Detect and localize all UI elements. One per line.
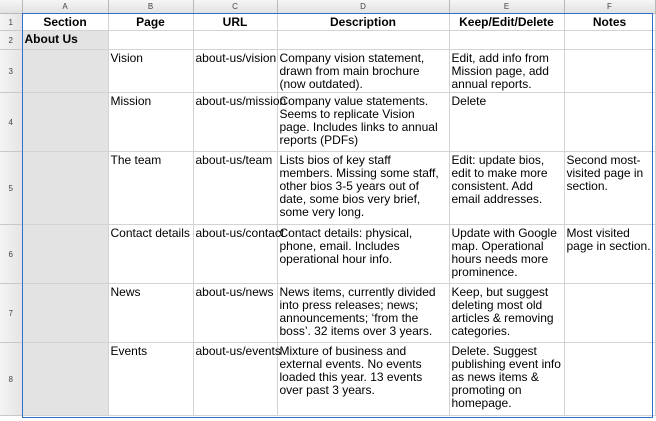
page-cell[interactable]: The team bbox=[108, 152, 193, 225]
header-cell-section[interactable]: Section bbox=[22, 14, 108, 31]
table-row bbox=[0, 152, 655, 225]
column-header-d[interactable]: D bbox=[277, 0, 449, 14]
header-cell-notes[interactable]: Notes bbox=[564, 14, 655, 31]
row-header[interactable]: 2 bbox=[0, 31, 22, 50]
empty-cell[interactable] bbox=[277, 31, 449, 50]
url-cell[interactable]: about-us/events bbox=[193, 343, 277, 416]
table-row bbox=[0, 14, 655, 31]
empty-cell[interactable] bbox=[449, 31, 564, 50]
keep-edit-delete-cell[interactable]: Keep, but suggest deleting most old articles & removing categories. bbox=[449, 284, 564, 343]
row-header[interactable]: 5 bbox=[0, 152, 22, 225]
empty-cell[interactable] bbox=[193, 31, 277, 50]
page-cell[interactable]: Events bbox=[108, 343, 193, 416]
url-cell[interactable]: about-us/mission bbox=[193, 93, 277, 152]
keep-edit-delete-cell[interactable]: Update with Google map. Operational hours needs more prominence. bbox=[449, 225, 564, 284]
notes-cell[interactable]: Second most-visited page in section. bbox=[564, 152, 655, 225]
column-header-row bbox=[0, 0, 655, 14]
column-header-b[interactable]: B bbox=[108, 0, 193, 14]
select-all-corner[interactable] bbox=[0, 0, 22, 14]
page-cell[interactable]: Vision bbox=[108, 50, 193, 93]
description-cell[interactable]: Mixture of business and external events. No events loaded this year. 13 events over past 3 years. bbox=[277, 343, 449, 416]
row-header[interactable]: 7 bbox=[0, 284, 22, 343]
section-cell[interactable] bbox=[22, 152, 108, 225]
column-header-a[interactable]: A bbox=[22, 0, 108, 14]
url-cell[interactable]: about-us/team bbox=[193, 152, 277, 225]
page-cell[interactable]: Mission bbox=[108, 93, 193, 152]
table-row bbox=[0, 225, 655, 284]
section-cell[interactable] bbox=[22, 343, 108, 416]
section-cell[interactable] bbox=[22, 93, 108, 152]
notes-cell[interactable] bbox=[564, 343, 655, 416]
row-header[interactable]: 6 bbox=[0, 225, 22, 284]
description-cell[interactable]: Lists bios of key staff members. Missing some staff, other bios 3-5 years out of date, some bios very brief, some very long. bbox=[277, 152, 449, 225]
page-cell[interactable]: News bbox=[108, 284, 193, 343]
notes-cell[interactable] bbox=[564, 50, 655, 93]
keep-edit-delete-cell[interactable]: Delete bbox=[449, 93, 564, 152]
column-header-c[interactable]: C bbox=[193, 0, 277, 14]
table-row bbox=[0, 50, 655, 93]
table-row bbox=[0, 343, 655, 416]
empty-cell[interactable] bbox=[108, 31, 193, 50]
header-cell-keep[interactable]: Keep/Edit/Delete bbox=[449, 14, 564, 31]
column-header-e[interactable]: E bbox=[449, 0, 564, 14]
description-cell[interactable]: Company vision statement, drawn from main brochure (now outdated). bbox=[277, 50, 449, 93]
section-cell[interactable] bbox=[22, 284, 108, 343]
section-cell[interactable] bbox=[22, 50, 108, 93]
description-cell[interactable]: News items, currently divided into press releases; news; announcements; ‘from the boss’. 32 items over 3 years. bbox=[277, 284, 449, 343]
keep-edit-delete-cell[interactable]: Delete. Suggest publishing event info as news items & promoting on homepage. bbox=[449, 343, 564, 416]
row-header[interactable]: 8 bbox=[0, 343, 22, 416]
header-cell-page[interactable]: Page bbox=[108, 14, 193, 31]
notes-cell[interactable] bbox=[564, 284, 655, 343]
notes-cell[interactable] bbox=[564, 93, 655, 152]
description-cell[interactable]: Company value statements. Seems to replicate Vision page. Includes links to annual reports (PDFs) bbox=[277, 93, 449, 152]
url-cell[interactable]: about-us/contact bbox=[193, 225, 277, 284]
notes-cell[interactable]: Most visited page in section. bbox=[564, 225, 655, 284]
row-header[interactable]: 3 bbox=[0, 50, 22, 93]
keep-edit-delete-cell[interactable]: Edit: update bios, edit to make more consistent. Add email addresses. bbox=[449, 152, 564, 225]
keep-edit-delete-cell[interactable]: Edit, add info from Mission page, add annual reports. bbox=[449, 50, 564, 93]
header-cell-description[interactable]: Description bbox=[277, 14, 449, 31]
description-cell[interactable]: Contact details: physical, phone, email. Includes operational hour info. bbox=[277, 225, 449, 284]
header-cell-url[interactable]: URL bbox=[193, 14, 277, 31]
url-cell[interactable]: about-us/news bbox=[193, 284, 277, 343]
section-cell[interactable] bbox=[22, 225, 108, 284]
table-row bbox=[0, 93, 655, 152]
empty-cell[interactable] bbox=[564, 31, 655, 50]
column-header-f[interactable]: F bbox=[564, 0, 655, 14]
section-cell[interactable]: About Us bbox=[22, 31, 108, 50]
table-row bbox=[0, 31, 655, 50]
table-row bbox=[0, 284, 655, 343]
url-cell[interactable]: about-us/vision bbox=[193, 50, 277, 93]
row-header[interactable]: 1 bbox=[0, 14, 22, 31]
row-header[interactable]: 4 bbox=[0, 93, 22, 152]
page-cell[interactable]: Contact details bbox=[108, 225, 193, 284]
